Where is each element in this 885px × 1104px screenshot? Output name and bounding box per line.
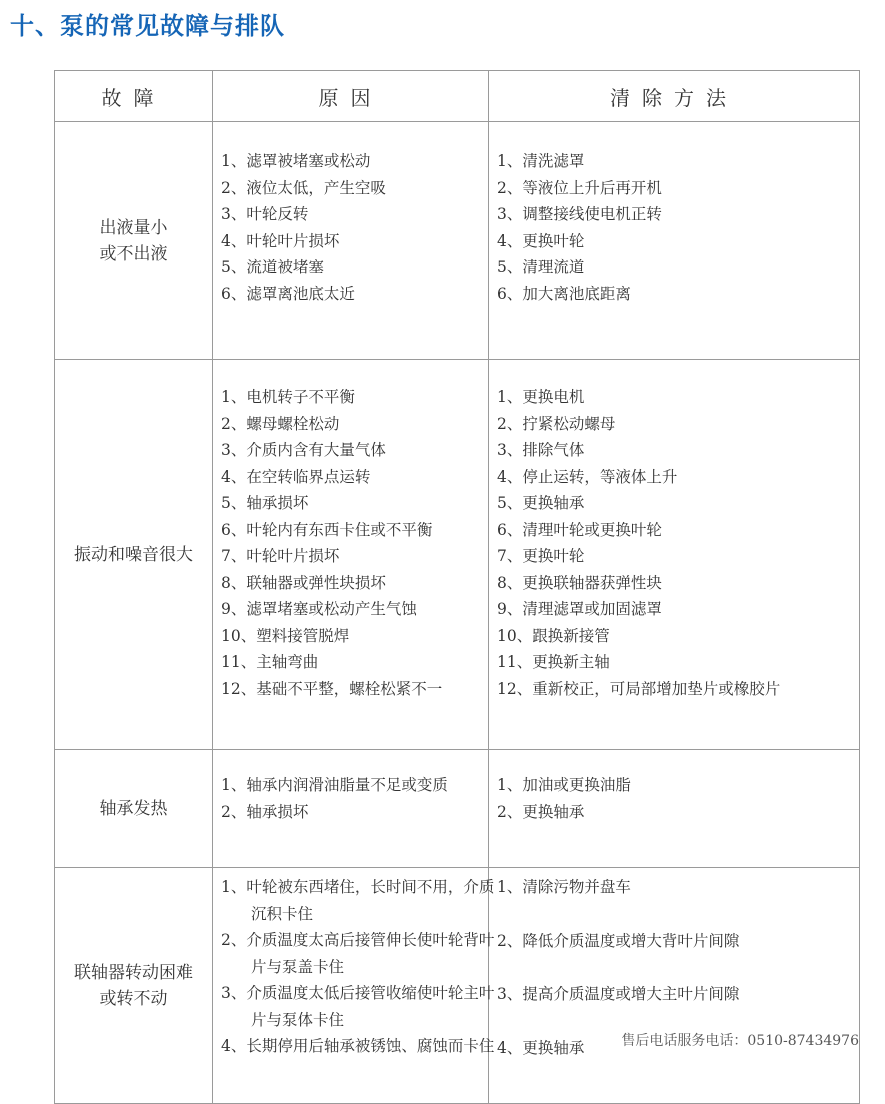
solution-item: 2、等液位上升后再开机 <box>497 178 662 197</box>
cause-item: 7、叶轮叶片损坏 <box>221 547 340 565</box>
cause-item: 1、轴承内润滑油脂量不足或变质 <box>221 776 448 794</box>
solution-item: 1、清洗滤罩 <box>497 152 585 170</box>
solution-item: 4、停止运转，等液体上升 <box>497 467 678 486</box>
cause-item: 4、在空转临界点运转 <box>221 467 371 486</box>
cause-item: 2、轴承损坏 <box>221 802 309 821</box>
solution-item: 5、更换轴承 <box>497 494 585 512</box>
fault-cell <box>55 750 213 868</box>
solution-item: 4、更换叶轮 <box>497 231 585 250</box>
cause-item: 1、电机转子不平衡 <box>221 388 355 406</box>
solution-item: 10、跟换新接管 <box>497 626 610 645</box>
fault-table <box>54 70 860 1104</box>
solution-cell <box>489 122 860 360</box>
cause-item: 4、叶轮叶片损坏 <box>221 231 340 250</box>
solution-item: 1、更换电机 <box>497 388 585 406</box>
cause-item: 9、滤罩堵塞或松动产生气蚀 <box>221 600 417 618</box>
table-row <box>55 750 860 868</box>
solution-item: 3、排除气体 <box>497 441 585 459</box>
table-row <box>55 868 860 1104</box>
cause-item: 2、液位太低，产生空吸 <box>221 178 386 197</box>
solution-item: 4、更换轴承 <box>497 1038 585 1057</box>
fault-cell <box>55 360 213 750</box>
solution-item: 5、清理流道 <box>497 258 585 276</box>
solution-cell <box>489 868 860 1104</box>
solution-item: 1、加油或更换油脂 <box>497 776 631 794</box>
cause-cell <box>213 868 495 1104</box>
cause-item: 5、轴承损坏 <box>221 494 309 512</box>
solution-item: 7、更换叶轮 <box>497 547 585 565</box>
solution-item: 3、提高介质温度或增大主叶片间隙 <box>497 985 740 1003</box>
solution-item: 2、降低介质温度或增大背叶片间隙 <box>497 931 740 950</box>
solution-item: 1、清除污物并盘车 <box>497 878 631 896</box>
solution-item: 6、清理叶轮或更换叶轮 <box>497 520 662 539</box>
cause-item: 10、塑料接管脱焊 <box>221 626 350 645</box>
table-row <box>55 122 860 360</box>
cause-cell <box>213 122 489 360</box>
solution-item: 11、更换新主轴 <box>497 653 610 671</box>
cause-item: 3、介质温度太低后接管收缩使叶轮主叶片与泵体卡住 <box>221 984 495 1029</box>
solution-item: 8、更换联轴器获弹性块 <box>497 573 662 592</box>
cause-item: 1、滤罩被堵塞或松动 <box>221 152 371 170</box>
fault-line: 或转不动 <box>99 988 168 1009</box>
cause-item: 2、螺母螺栓松动 <box>221 414 340 433</box>
solution-item: 2、更换轴承 <box>497 802 585 821</box>
cause-item: 3、叶轮反转 <box>221 205 309 223</box>
solution-item: 2、拧紧松动螺母 <box>497 414 616 433</box>
header-solution: 清除方法 <box>489 71 860 122</box>
solution-item: 3、调整接线使电机正转 <box>497 205 662 223</box>
cause-item: 2、介质温度太高后接管伸长使叶轮背叶片与泵盖卡住 <box>221 931 495 976</box>
fault-line: 振动和噪音很大 <box>74 544 193 565</box>
fault-line: 出液量小 <box>99 217 168 238</box>
cause-item: 1、叶轮被东西堵住，长时间不用，介质沉积卡住 <box>221 878 495 923</box>
cause-item: 3、介质内含有大量气体 <box>221 441 386 459</box>
cause-item: 6、滤罩离池底太近 <box>221 284 355 303</box>
header-fault: 故障 <box>55 71 213 122</box>
fault-text <box>55 796 212 822</box>
solution-cell <box>489 360 860 750</box>
header-cause: 原因 <box>213 71 489 122</box>
cause-cell <box>213 750 489 868</box>
cause-item: 11、主轴弯曲 <box>221 653 319 671</box>
fault-line: 或不出液 <box>99 243 168 264</box>
fault-cell <box>55 868 213 1104</box>
fault-text <box>55 960 212 1012</box>
solution-item: 9、清理滤罩或加固滤罩 <box>497 600 662 618</box>
fault-text <box>55 215 212 267</box>
cause-item: 5、流道被堵塞 <box>221 258 324 276</box>
cause-item: 4、长期停用后轴承被锈蚀、腐蚀而卡住 <box>221 1037 495 1055</box>
solution-item: 12、重新校正，可局部增加垫片或橡胶片 <box>497 679 781 698</box>
cause-item: 6、叶轮内有东西卡住或不平衡 <box>221 520 433 539</box>
table-header-row <box>55 71 860 122</box>
solution-item: 6、加大离池底距离 <box>497 284 631 303</box>
cause-item: 8、联轴器或弹性块损坏 <box>221 573 386 592</box>
page-title: 十、泵的常见故障与排队 <box>10 12 285 40</box>
solution-cell <box>489 750 860 868</box>
cause-item: 12、基础不平整，螺栓松紧不一 <box>221 679 443 698</box>
cause-cell <box>213 360 489 750</box>
fault-text <box>55 542 212 568</box>
table-row <box>55 360 860 750</box>
fault-line: 轴承发热 <box>99 798 168 819</box>
service-phone: 售后电话服务电话：0510-87434976 <box>621 1033 859 1049</box>
fault-line: 联轴器转动困难 <box>74 962 193 983</box>
fault-cell <box>55 122 213 360</box>
